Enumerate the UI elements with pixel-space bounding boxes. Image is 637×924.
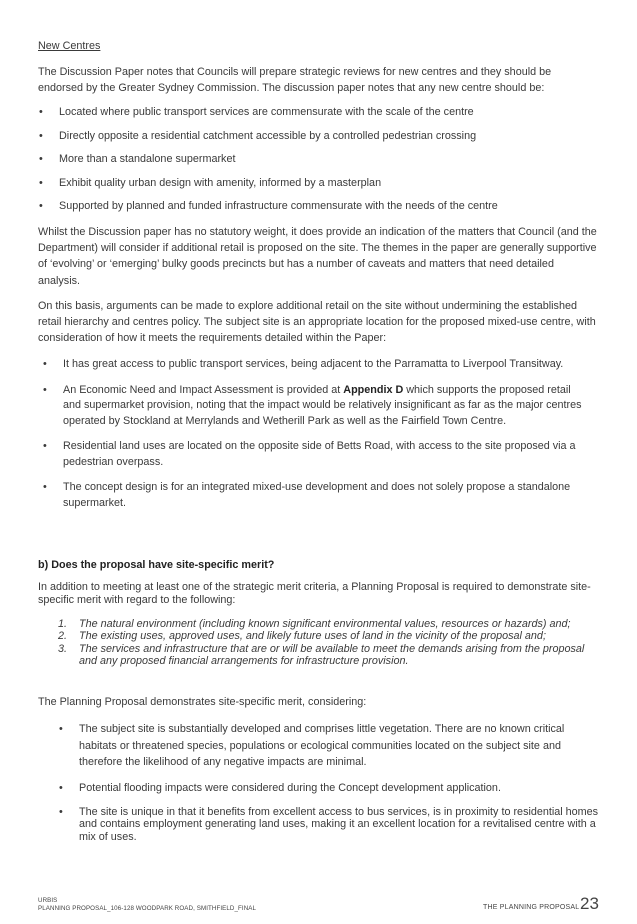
section-heading-new-centres: New Centres [38,40,101,52]
list-item: 1. The natural environment (including known significant environmental values, resources or hazards) and; [58,618,571,630]
bullet-icon: • [59,781,63,794]
list-item: • Directly opposite a residential catchment accessible by a controlled pedestrian crossing [38,129,598,145]
bullet-icon: • [43,440,47,452]
bullet-icon: • [43,383,47,396]
bullet-icon: • [39,153,43,165]
paragraph-on-this-basis: On this basis, arguments can be made to explore additional retail on the site without undermining the established retail hierarchy and centres policy. The subject site is an appropriate location for the proposed mixed-use centre, with consideration of how it meets the requirements detailed within the Paper: [38,300,596,344]
paragraph-discussion-paper: The Discussion Paper notes that Councils will prepare strategic reviews for new centres and they should be endorsed by the Greater Sydney Commission. The discussion paper notes that any new centre should be: [38,66,552,94]
list-item: • The subject site is substantially developed and comprises little vegetation. There are no known critical habitats or threatened species, populations or ecological communities located on the subject site and therefore the likelihood of any negative impacts are minimal. [59,723,565,768]
requirements-list [42,357,587,511]
list-item: 2. The existing uses, approved uses, and likely future uses of land in the vicinity of the proposal and; [58,630,546,643]
footer-company: URBIS [38,897,58,904]
paragraph-statutory-weight: Whilst the Discussion paper has no statutory weight, it does provide an indication of the matters that Council (and the Department) will consider if additional retail is proposed on the site. The themes in the paper are generally supportive of ‘evolving’ or ‘emerging’ bulky goods precincts but has a number of caveats and matters that need detailed analysis. [38,226,597,287]
merit-points-list [58,721,600,844]
list-item: • Residential land uses are located on the opposite side of Betts Road, with access to the site proposed via a pedestrian overpass. [43,440,576,468]
criteria-list [38,105,598,215]
paragraph-site-specific-intro: In addition to meeting at least one of the strategic merit criteria, a Planning Proposal is required to demonstrate site-specific merit with regard to the following: [38,581,591,606]
bullet-icon: • [39,200,43,212]
paragraph-demonstrates-merit: The Planning Proposal demonstrates site-specific merit, considering: [38,696,367,708]
list-item: • An Economic Need and Impact Assessment is provided at Appendix D which supports the proposed retail and supermarket provision, noting that the impact would be relatively insignificant as far as the major centres operated by Stockland at Merrylands and Wetherill Park as well as the Fairfield Town Centre. [43,383,582,427]
list-item: • More than a standalone supermarket [38,152,598,168]
footer-document-info [38,897,256,913]
list-item: • The concept design is for an integrated mixed-use development and does not solely propose a standalone supermarket. [43,481,571,509]
bullet-icon: • [59,723,63,735]
list-item: • It has great access to public transport services, being adjacent to the Parramatta to Liverpool Transitway. [42,357,587,373]
bullet-icon: • [39,129,43,142]
page-number: 23 [580,894,599,913]
list-item: • Supported by planned and funded infrastructure commensurate with the needs of the centre [38,199,598,215]
list-item: 3. The services and infrastructure that are or will be available to meet the demands arising from the proposal and any proposed financial arrangements for infrastructure provision. [58,642,585,668]
footer-section-title: THE PLANNING PROPOSAL [483,904,580,911]
list-item: • Exhibit quality urban design with amenity, informed by a masterplan [38,176,598,192]
appendix-reference: Appendix D [343,383,404,396]
bullet-icon: • [43,481,47,493]
footer-document-title: PLANNING PROPOSAL_106-128 WOODPARK ROAD, SMITHFIELD_FINAL [38,905,257,912]
list-item: • Potential flooding impacts were considered during the Concept development application. [59,781,501,794]
bullet-icon: • [43,358,47,370]
bullet-icon: • [39,176,43,189]
merit-criteria-numbered-list [58,618,593,668]
bullet-icon: • [59,805,63,818]
list-item: • Located where public transport services are commensurate with the scale of the centre [38,105,598,121]
bullet-icon: • [39,106,43,118]
list-item: • The site is unique in that it benefits from excellent access to bus services, is in proximity to residential homes and contains employment generating land uses, making it an excellent location for a revitalised centre with a mix of uses. [59,805,599,844]
section-heading-site-specific-merit: b) Does the proposal have site-specific merit? [38,559,275,571]
